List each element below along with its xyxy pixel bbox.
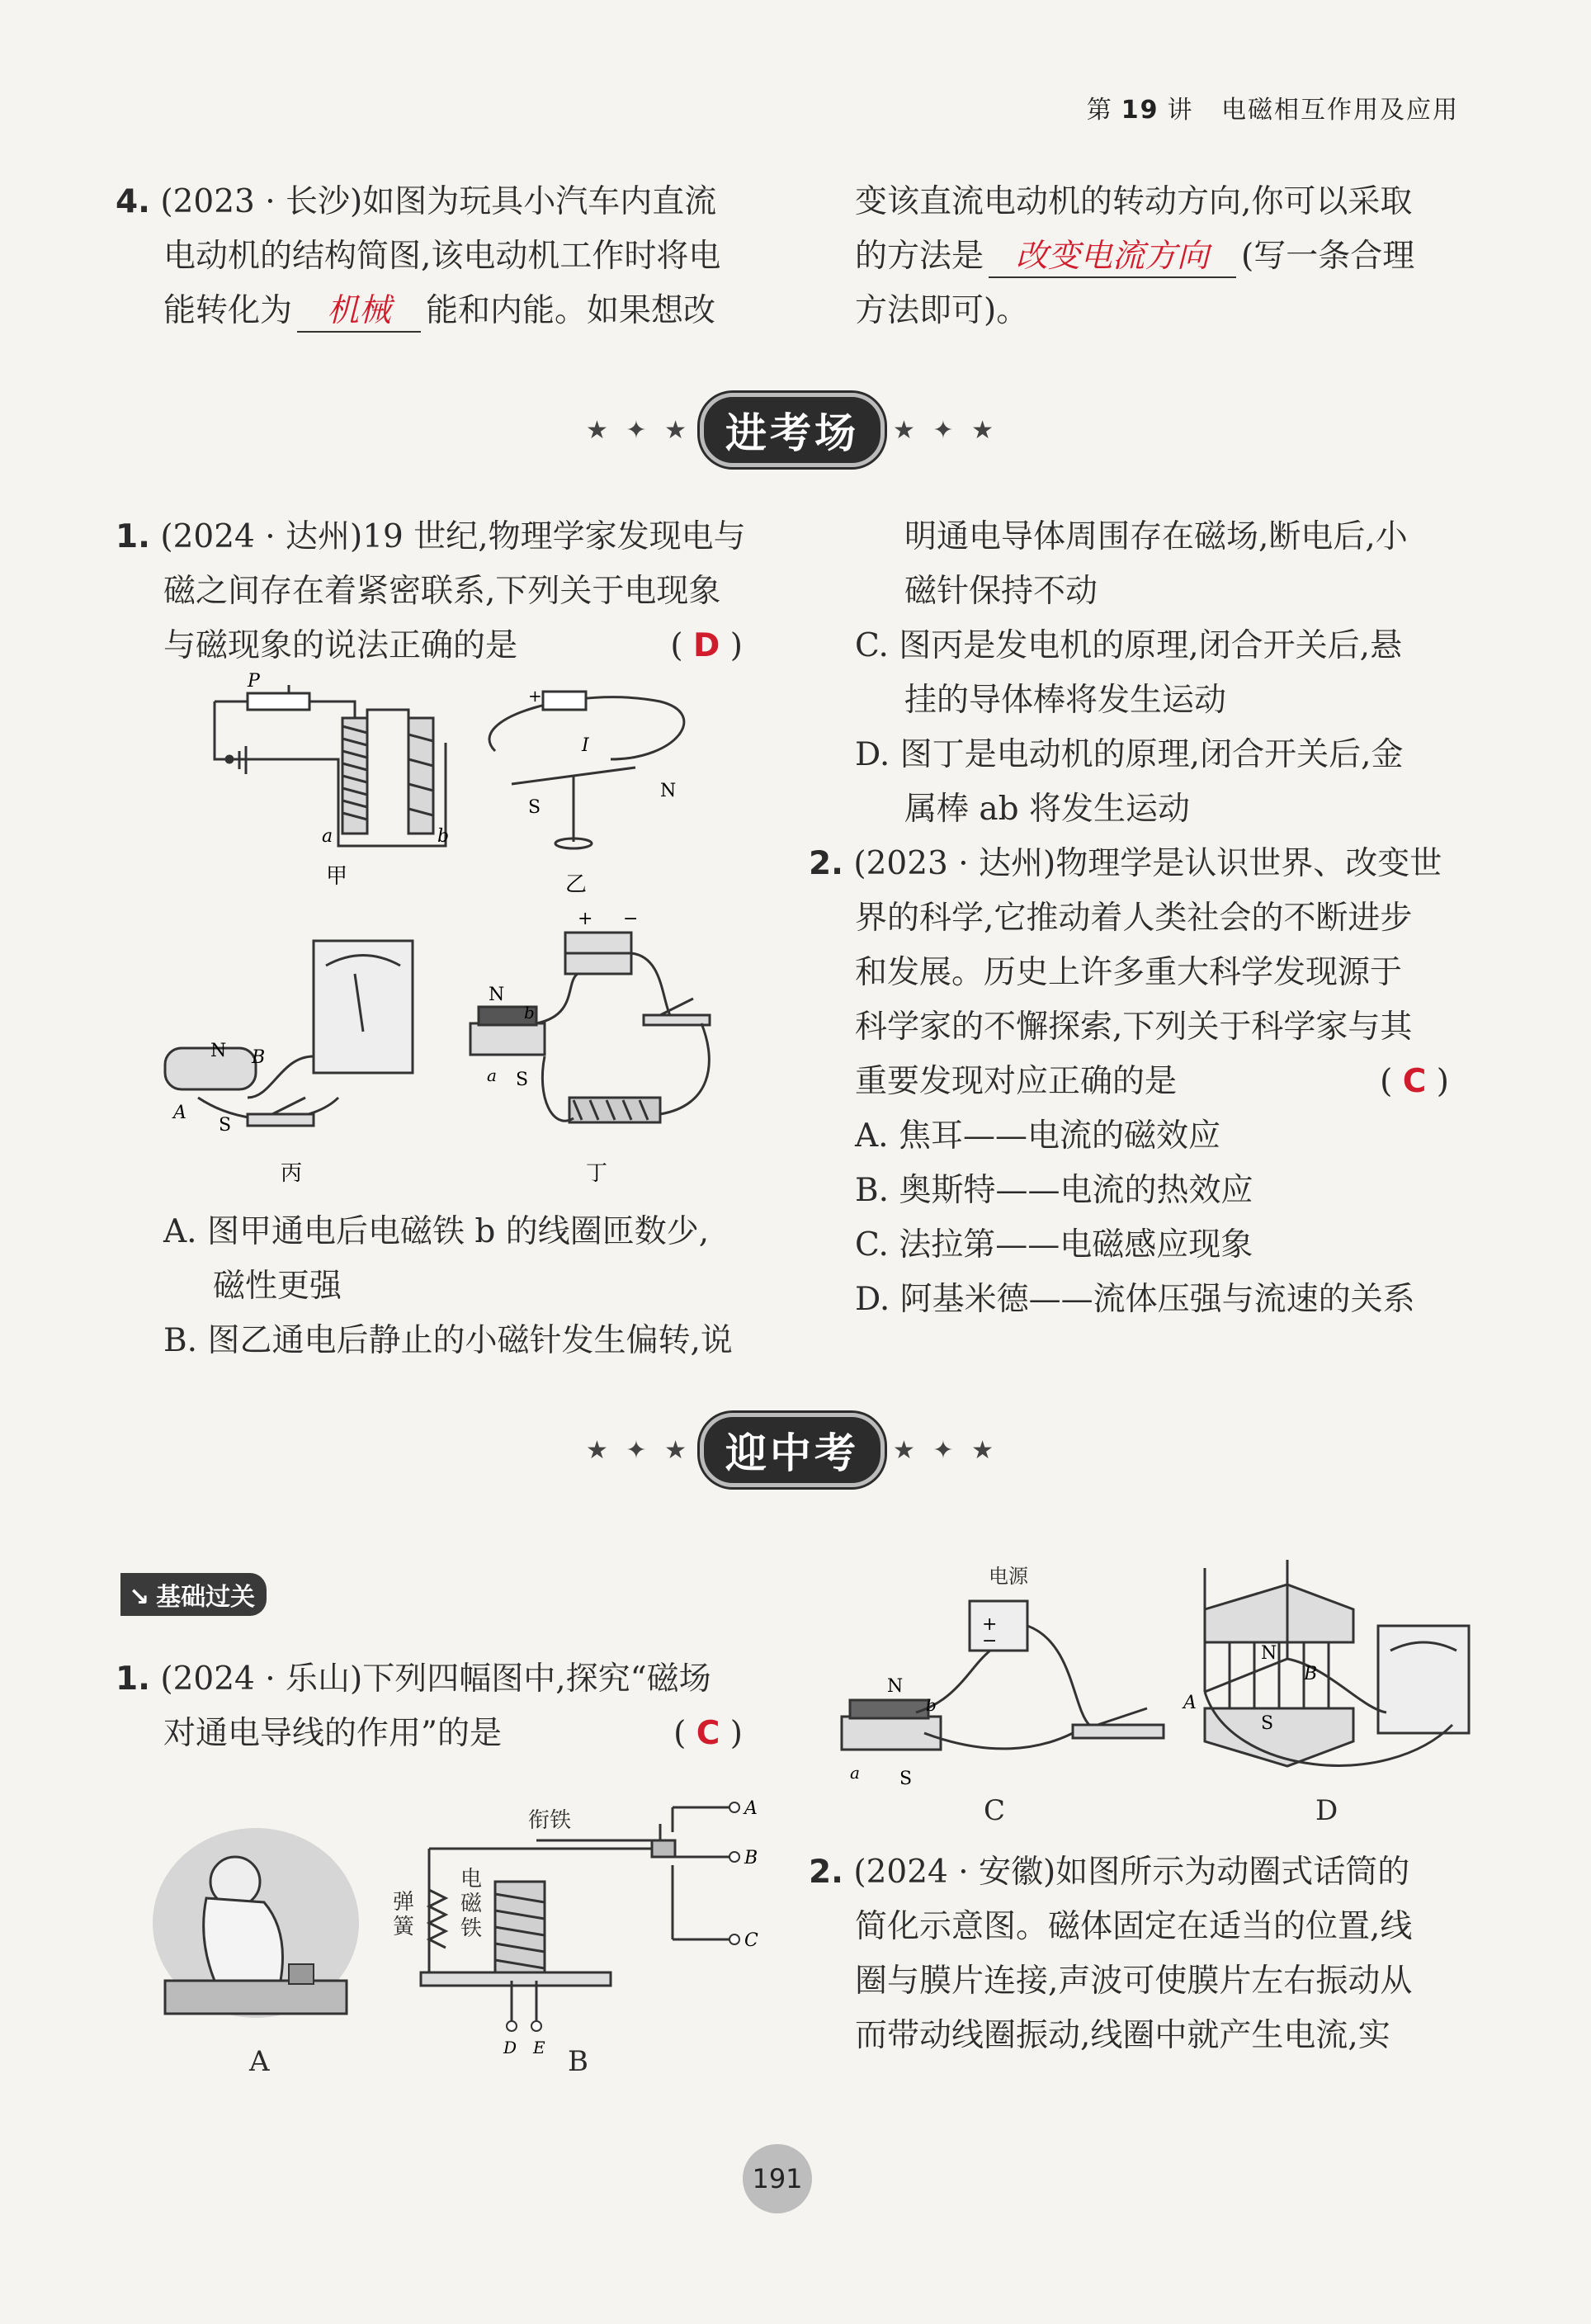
page-number: 191 (743, 2144, 812, 2213)
banner-label: 迎中考 (700, 1413, 885, 1487)
paren-open: ( (670, 627, 683, 664)
magnet-c-s-icon: S (899, 1769, 913, 1789)
q4-right-line1: 变该直流电动机的转动方向,你可以采取 (855, 183, 1413, 220)
s1q2-text-5: 重要发现对应正确的是 (855, 1063, 1178, 1100)
letter-b-icon: B (744, 1848, 758, 1868)
q4-right-line2-pre: 的方法是 (855, 238, 984, 275)
paren-open: ( (1380, 1063, 1393, 1100)
figure-c-caption: C (984, 1794, 1006, 1827)
compass-s-icon: S (528, 797, 541, 818)
q4-line2: 电动机的结构简图,该电动机工作时将电 (163, 238, 721, 275)
fig-ding-motor-setup (470, 933, 710, 1122)
s1q1-answer: D (693, 627, 720, 664)
q4-answer-blank2: 改变电流方向 (989, 237, 1236, 278)
terminal-e-icon (531, 2021, 541, 2031)
caption-bing: 丙 (281, 1161, 303, 1186)
s2q1-figure-c-labels (825, 1568, 1172, 1816)
q4-line3-post: 能和内能。如果想改 (426, 292, 716, 329)
s1q1-option-a-2: 磁性更强 (213, 1268, 342, 1305)
fig-jia-electromagnet-circuit (215, 685, 446, 846)
lab-table-icon (165, 1981, 347, 2014)
magnet-n-icon: N (210, 1041, 227, 1061)
s1q1-option-c-1: C. 图丙是发电机的原理,闭合开关后,悬 (855, 627, 1403, 664)
figure-d-caption: D (1315, 1794, 1338, 1827)
s2q1-figure-b-labels (388, 1774, 784, 2055)
rod-b-icon: B (252, 1047, 266, 1068)
s1q1-option-a-1: A. 图甲通电后电磁铁 b 的线圈匝数少, (163, 1213, 710, 1250)
terminal-a-icon (729, 1802, 739, 1812)
terminal-b-icon (729, 1852, 739, 1862)
rod-d-b-icon: B (1304, 1664, 1318, 1684)
figure-b-caption: B (568, 2045, 588, 2078)
lecture-number: 19 (1121, 96, 1159, 125)
label-spring: 弹簧 (393, 1890, 415, 1939)
power-plus-icon: + (982, 1614, 998, 1635)
s2q2-line1 (809, 1845, 1409, 1900)
battery-minus-icon: − (623, 909, 639, 929)
s1q2-answer: C (1402, 1063, 1427, 1100)
magnet-c-n-icon: N (887, 1676, 904, 1697)
q4-text-1: (2023 · 长沙)如图为玩具小汽车内直流 (160, 183, 717, 220)
q4-number: 4. (116, 183, 150, 220)
s1q2-option-d: D. 阿基米德——流体压强与流速的关系 (855, 1281, 1415, 1318)
motor-magnet-s-icon: S (516, 1070, 529, 1090)
caption-jia: 甲 (326, 864, 348, 889)
s2q1-line2 (163, 1707, 751, 1761)
label-a-icon: a (322, 826, 333, 847)
rod-c-b-icon: b (926, 1695, 937, 1715)
lecture-suffix: 讲 (1167, 96, 1194, 125)
label-b-icon: b (437, 826, 450, 847)
q4-right-line2-post: (写一条合理 (1241, 238, 1415, 275)
s1q2-line3: 和发展。历史上许多重大科学发现源于 (855, 954, 1403, 991)
rod-c-a-icon: a (850, 1763, 860, 1783)
s1q1-option-d-1: D. 图丁是电动机的原理,闭合开关后,金 (855, 736, 1404, 773)
paren-close: ) (729, 627, 743, 664)
s2q2-line2: 简化示意图。磁体固定在适当的位置,线 (855, 1908, 1413, 1945)
s1q1-figures (149, 668, 776, 1213)
rod-a-icon: A (173, 1103, 186, 1123)
s2q1-answer-paren (673, 1707, 743, 1761)
caption-yi: 乙 (565, 872, 588, 897)
magnet-s-icon: S (219, 1115, 232, 1136)
label-power-source: 电源 (989, 1565, 1028, 1588)
lecture-title: 电磁相互作用及应用 (1221, 96, 1459, 125)
s1q1-answer-paren (670, 619, 743, 673)
s1q1-option-b-3: 磁针保持不动 (904, 573, 1098, 610)
section-tag (120, 1573, 267, 1616)
q4-right-line2 (855, 229, 1414, 284)
section-tag-label: 基础过关 (156, 1583, 256, 1612)
s1q1-text-1: (2024 · 达州)19 世纪,物理学家发现电与 (160, 518, 746, 555)
q4-line3-pre: 能转化为 (163, 292, 293, 329)
s1q2-line5 (855, 1055, 1449, 1109)
s1q1-option-c-2: 挂的导体棒将发生运动 (904, 682, 1227, 719)
s1q2-line1 (809, 837, 1442, 891)
battery-plus-icon: + (578, 909, 593, 929)
current-i-icon: I (582, 735, 589, 756)
s2q1-line1 (116, 1652, 711, 1707)
s2q1-figure-d-labels (1180, 1543, 1477, 1816)
star-deco-left-icon: ★ ✦ ★ (586, 415, 692, 445)
star-deco-left-icon: ★ ✦ ★ (586, 1435, 692, 1465)
page-header (1087, 89, 1459, 125)
letter-c-icon: C (744, 1930, 758, 1951)
label-p-icon: P (248, 671, 260, 692)
fig-bing-galvanometer (165, 941, 413, 1126)
letter-d-icon: D (503, 2038, 517, 2055)
s1q1-option-d-2: 属棒 ab 将发生运动 (904, 791, 1191, 828)
lecture-prefix: 第 (1086, 96, 1113, 125)
star-deco-right-icon: ★ ✦ ★ (893, 1435, 999, 1465)
compass-n-icon: N (660, 781, 677, 801)
s1q1-line1 (116, 510, 746, 564)
s1q1-number: 1. (116, 518, 150, 555)
s1q2-option-a: A. 焦耳——电流的磁效应 (855, 1117, 1220, 1155)
plus-sign-icon: + (528, 686, 542, 706)
arrow-down-right-icon: ↘ (129, 1583, 150, 1612)
s1q1-text-3: 与磁现象的说法正确的是 (163, 627, 518, 664)
magnet-d-n-icon: N (1261, 1643, 1277, 1664)
q4-right-line3: 方法即可)。 (855, 292, 1029, 329)
q4-line1 (116, 175, 716, 229)
figure-a-caption: A (249, 2045, 270, 2078)
banner-label: 进考场 (700, 393, 885, 467)
magnet-d-s-icon: S (1261, 1713, 1274, 1734)
s2q2-number: 2. (809, 1854, 843, 1891)
s1q1-line2: 磁之间存在着紧密联系,下列关于电现象 (163, 573, 721, 610)
terminal-c-icon (729, 1934, 739, 1944)
paren-close: ) (729, 1715, 743, 1752)
instrument-icon (289, 1964, 314, 1984)
label-armature: 衔铁 (528, 1808, 572, 1833)
s2q1-figure-a (149, 1816, 363, 2063)
rod-d-a-icon: A (1183, 1693, 1197, 1713)
s1q2-line4: 科学家的不懈探索,下列关于科学家与其 (855, 1008, 1413, 1046)
motor-magnet-n-icon: N (489, 985, 505, 1005)
letter-a-icon: A (744, 1798, 758, 1819)
star-deco-right-icon: ★ ✦ ★ (893, 415, 999, 445)
s1q2-option-c: C. 法拉第——电磁感应现象 (855, 1226, 1253, 1264)
label-electromagnet: 电磁铁 (460, 1867, 483, 1941)
banner-jin-kao-chang (578, 393, 1007, 467)
q4-answer-blank1: 机械 (297, 291, 421, 333)
paren-close: ) (1436, 1063, 1449, 1100)
s1q1-option-b-1: B. 图乙通电后静止的小磁针发生偏转,说 (163, 1322, 733, 1359)
s1q1-line3 (163, 619, 751, 673)
s2q1-number: 1. (116, 1660, 150, 1698)
s1q1-option-b-2: 明通电导体周围存在磁场,断电后,小 (904, 518, 1408, 555)
q4-line3 (163, 284, 715, 338)
s1q2-text-1: (2023 · 达州)物理学是认识世界、改变世 (853, 845, 1442, 882)
motor-b-icon: b (524, 1003, 535, 1023)
s1q2-option-b: B. 奥斯特——电流的热效应 (855, 1172, 1253, 1209)
s2q1-answer: C (696, 1715, 720, 1752)
paren-open: ( (673, 1715, 687, 1752)
letter-e-icon: E (533, 2038, 545, 2055)
s2q2-text-1: (2024 · 安徽)如图所示为动圈式话筒的 (853, 1854, 1410, 1891)
s2q1-text-2: 对通电导线的作用”的是 (163, 1715, 502, 1752)
s2q2-line4: 而带动线圈振动,线圈中就产生电流,实 (855, 2017, 1390, 2054)
s2q2-line3: 圈与膜片连接,声波可使膜片左右振动从 (855, 1963, 1413, 2000)
motor-a-icon: a (487, 1065, 497, 1085)
terminal-d-icon (507, 2021, 517, 2031)
s1q2-number: 2. (809, 845, 843, 882)
fig-yi-wire-compass (489, 692, 684, 848)
s1q2-answer-paren (1380, 1055, 1449, 1109)
s2q1-text-1: (2024 · 乐山)下列四幅图中,探究“磁场 (160, 1660, 711, 1698)
scientist-body-icon (204, 1898, 283, 1981)
s1q2-line2: 界的科学,它推动着人类社会的不断进步 (855, 900, 1413, 937)
caption-ding: 丁 (586, 1161, 608, 1186)
power-minus-icon: − (982, 1631, 998, 1651)
banner-ying-zhong-kao (578, 1413, 1007, 1487)
